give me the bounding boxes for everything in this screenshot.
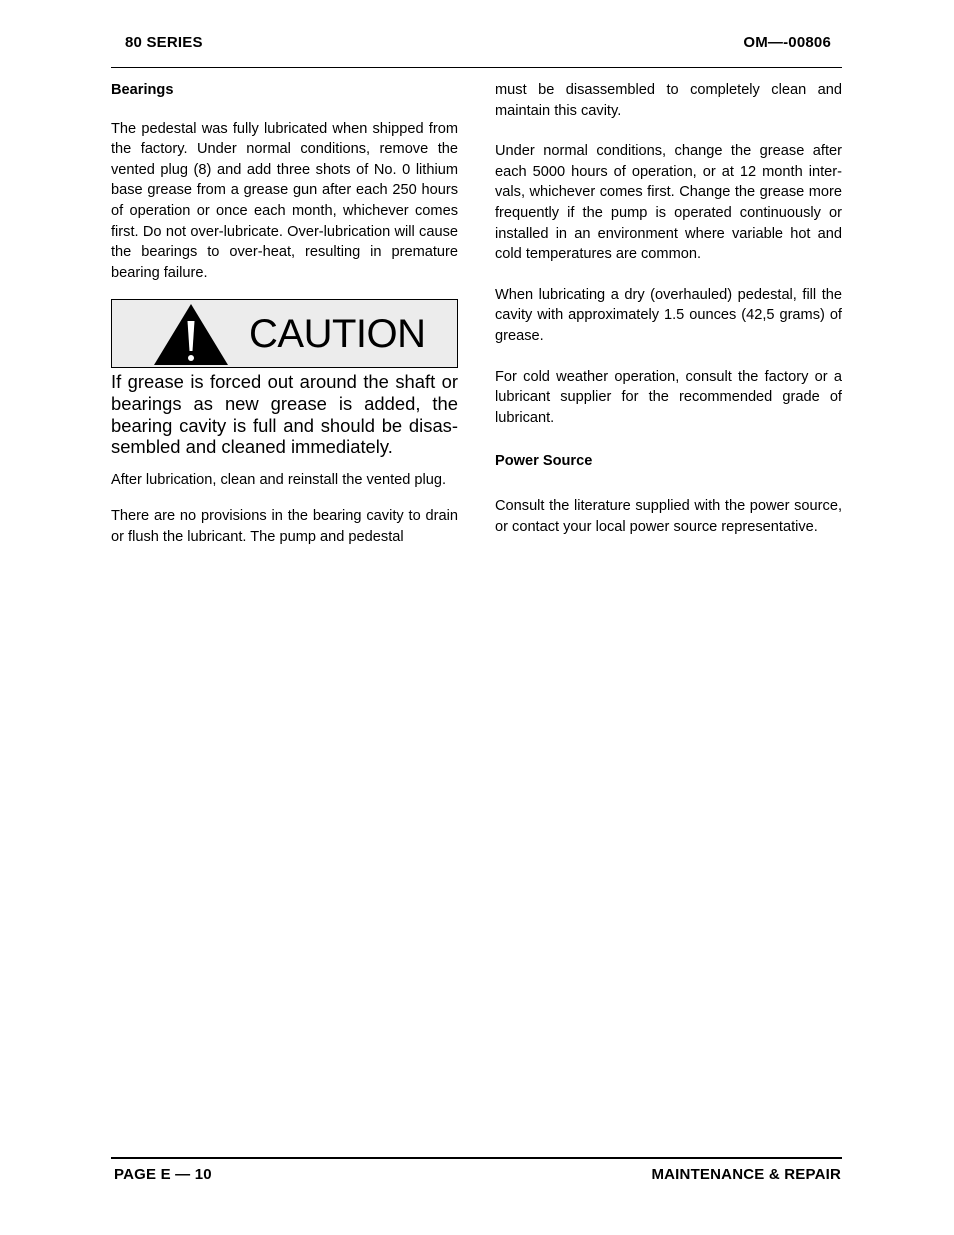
power-source-heading: Power Source bbox=[495, 453, 593, 470]
right-column bbox=[495, 80, 842, 537]
caution-label: CAUTION bbox=[249, 312, 426, 357]
cold-weather-paragraph: For cold weather operation, consult the factory or a lubricant supplier for the recommended grade of lubricant. bbox=[495, 368, 842, 426]
provisions-paragraph: There are no provisions in the bearing cavity to drain or flush the lubricant. The pump and pedestal bbox=[111, 508, 458, 545]
header-document-number: OM—-00806 bbox=[743, 34, 831, 51]
footer-page-number: PAGE E — 10 bbox=[114, 1166, 212, 1183]
caution-banner bbox=[111, 299, 458, 368]
disassembly-paragraph: must be disassembled to completely clean and maintain this cavity. bbox=[495, 82, 842, 119]
header-series: 80 SERIES bbox=[125, 34, 203, 51]
dry-pedestal-paragraph: When lubricating a dry (overhauled) pedestal, fill the cavity with approximately 1.5 ounces (42,5 grams) of grease. bbox=[495, 286, 842, 344]
grease-change-paragraph: Under normal conditions, change the grease after each 5000 hours of operation, or at 12 month intervals, whichever comes first. Change the grease more frequently if the pump is operated continuously or installed in an environment where variable hot and cold temperatures are common. bbox=[495, 143, 842, 263]
bearings-heading: Bearings bbox=[111, 82, 174, 98]
warning-triangle-icon bbox=[153, 303, 229, 366]
header-rule bbox=[111, 67, 842, 68]
after-lubrication-paragraph: After lubrication, clean and reinstall the vented plug. bbox=[111, 471, 447, 488]
footer-section-title: MAINTENANCE & REPAIR bbox=[651, 1166, 841, 1183]
caution-text: If grease is forced out around the shaft or bearings as new grease is added, the bearing cavity is full and should be disassembled and cleaned immediately. bbox=[111, 371, 458, 458]
power-source-paragraph: Consult the literature supplied with the power source, or contact your local power source representative. bbox=[495, 497, 842, 535]
left-column bbox=[111, 80, 458, 548]
footer-rule bbox=[111, 1157, 842, 1159]
bearings-paragraph: The pedestal was fully lubricated when shipped from the factory. Under normal conditions, remove the vented plug (8) and add three shots of No. 0 lithium base grease from a grease gun after each 250 hours of operation or once each month, whichever comes first. Do not over-lubricate. Over-lubrication will cause the bearings to over-heat, resulting in premature bearing failure. bbox=[111, 120, 458, 281]
